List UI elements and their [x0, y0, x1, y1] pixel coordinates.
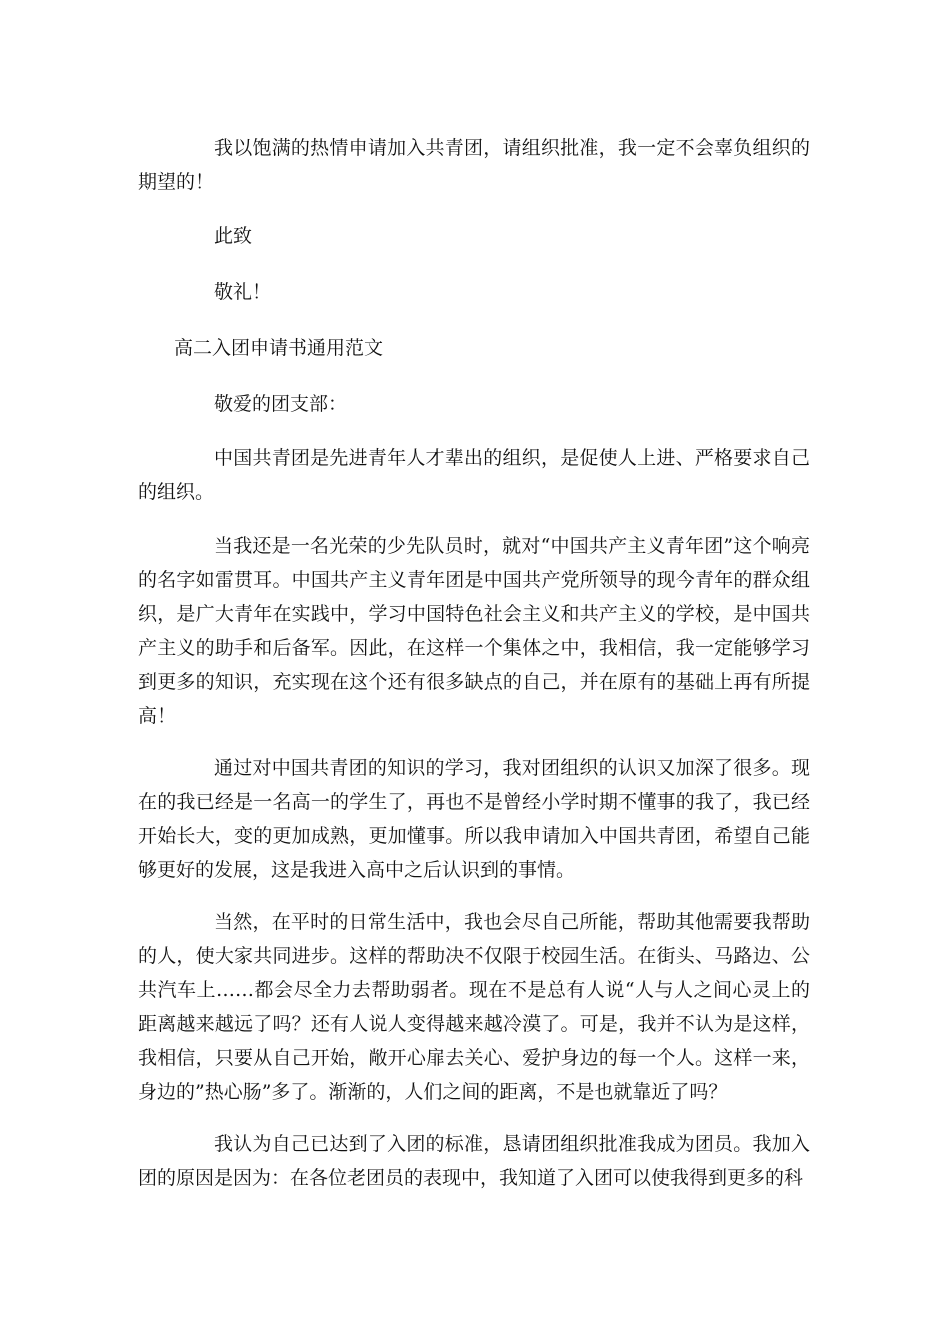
paragraph-helping-others: 当然，在平时的日常生活中，我也会尽自己所能，帮助其他需要我帮助的人，使大家共同进步。这样的帮助决不仅限于校园生活。在街头、马路边、公共汽车上……都会尽全力去帮助弱者。现在不是总有人说“人与人之间心灵上的距离越来越远了吗？还有人说人变得越来越冷漠了。可是，我并不认为是这样，我相信，只要从自己开始，敞开心扉去关心、爱护身边的每一个人。这样一来，身边的”热心肠”多了。渐渐的，人们之间的距离，不是也就靠近了吗？ [138, 911, 810, 1103]
paragraph-salutation-jingli: 敬礼！ [214, 281, 272, 303]
document-heading: 高二入团申请书通用范文 [174, 337, 384, 359]
paragraph-salutation-cizhi: 此致 [214, 225, 253, 247]
paragraph-learning: 通过对中国共青团的知识的学习，我对团组织的认识又加深了很多。现在的我已经是一名高一的学生了，再也不是曾经小学时期不懂事的我了，我已经开始长大，变的更加成熟，更加懂事。所以我申请加入中国共青团，希望自己能够更好的发展，这是我进入高中之后认识到的事情。 [138, 757, 810, 881]
paragraph-greeting: 敬爱的团支部： [214, 393, 348, 415]
paragraph-standard: 我认为自己已达到了入团的标准，恳请团组织批准我成为团员。我加入团的原因是因为：在各位老团员的表现中，我知道了入团可以使我得到更多的科 [138, 1133, 810, 1189]
paragraph-young-pioneer: 当我还是一名光荣的少先队员时，就对“中国共产主义青年团”这个响亮的名字如雷贯耳。中国共产主义青年团是中国共产党所领导的现今青年的群众组织，是广大青年在实践中，学习中国特色社会主义和共产主义的学校，是中国共产主义的助手和后备军。因此，在这样一个集体之中，我相信，我一定能够学习到更多的知识，充实现在这个还有很多缺点的自己，并在原有的基础上再有所提高！ [138, 535, 810, 727]
paragraph-pledge: 我以饱满的热情申请加入共青团，请组织批准，我一定不会辜负组织的期望的！ [138, 137, 810, 193]
paragraph-intro: 中国共青团是先进青年人才辈出的组织，是促使人上进、严格要求自己的组织。 [138, 447, 810, 503]
